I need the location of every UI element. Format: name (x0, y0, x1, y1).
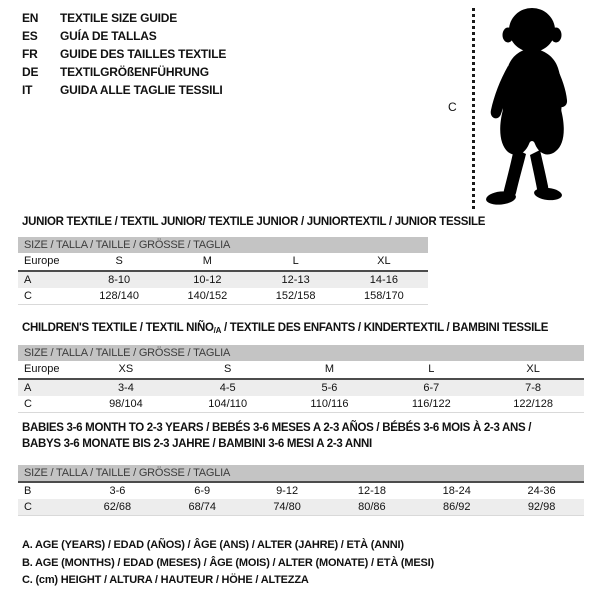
lang-title: GUIDA ALLE TAGLIE TESSILI (60, 83, 223, 97)
children-title-pre: CHILDREN'S TEXTILE / TEXTIL NIÑO (22, 322, 214, 334)
value-cell: 12-18 (357, 485, 386, 497)
table-row-height (18, 499, 584, 515)
value-cell: 92/98 (527, 501, 556, 513)
value-cell: 80/86 (358, 501, 386, 513)
value-cell: 104/110 (208, 398, 248, 410)
value-cell: 110/116 (310, 398, 349, 410)
babies-title-line2: BABYS 3-6 MONATE BIS 2-3 JAHRE / BAMBINI 3-6 MESI A 2-3 ANNI (22, 438, 372, 450)
value-cell: 152/158 (275, 290, 316, 302)
table-row-height (18, 396, 584, 412)
value-cell: 68/74 (188, 501, 216, 513)
row-label: A (24, 274, 32, 286)
height-c-label: C (448, 100, 457, 114)
table-row-height (18, 288, 428, 304)
lang-title: TEXTILE SIZE GUIDE (60, 11, 178, 25)
value-cell: 86/92 (442, 501, 471, 513)
legend-height: C. (cm) HEIGHT / ALTURA / HAUTEUR / HÖHE / ALTEZZA (22, 574, 309, 586)
value-cell: 14-16 (369, 274, 398, 286)
value-cell: 140/152 (187, 290, 228, 302)
baby-silhouette-icon (482, 6, 587, 211)
value-cell: 128/140 (99, 290, 139, 302)
lang-title: GUÍA DE TALLAS (60, 29, 157, 43)
lang-row-de (22, 63, 226, 81)
value-cell: 8-10 (108, 274, 131, 286)
lang-title: GUIDE DES TAILLES TEXTILE (60, 47, 227, 61)
height-measure-dashed-line (472, 8, 475, 210)
value-cell: 6-7 (423, 382, 440, 394)
table-row-age-months (18, 483, 584, 499)
value-cell: 10-12 (193, 274, 222, 286)
value-cell: 7-8 (525, 382, 542, 394)
junior-size-table (18, 237, 428, 305)
table-row-age-years (18, 270, 428, 288)
row-label: C (24, 398, 32, 410)
row-label: A (24, 382, 32, 394)
size-cell: XL (526, 363, 540, 375)
size-cell: XS (118, 363, 134, 375)
value-cell: 12-13 (281, 274, 310, 286)
lang-code: ES (22, 29, 38, 43)
value-cell: 3-4 (117, 382, 134, 394)
row-label: C (24, 501, 32, 513)
value-cell: 5-6 (321, 382, 338, 394)
babies-section-title (22, 420, 531, 452)
lang-code: IT (22, 83, 33, 97)
table-row-europe (18, 253, 428, 270)
size-header-bar: SIZE / TALLA / TAILLE / GRÖSSE / TAGLIA (18, 465, 584, 483)
row-label: Europe (24, 363, 60, 375)
value-cell: 24-36 (527, 485, 556, 497)
size-cell: S (115, 255, 123, 267)
row-label: B (24, 485, 32, 497)
lang-code: DE (22, 65, 39, 79)
table-row-europe (18, 361, 584, 378)
size-cell: L (428, 363, 435, 375)
babies-title-line1: BABIES 3-6 MONTH TO 2-3 YEARS / BEBÉS 3-6 MESES A 2-3 AÑOS / BÉBÉS 3-6 MOIS À 2-3 ANS / (22, 422, 532, 434)
value-cell: 116/122 (411, 398, 451, 410)
legend (22, 537, 434, 590)
size-cell: M (202, 255, 212, 267)
lang-row-en (22, 9, 226, 27)
lang-code: EN (22, 11, 39, 25)
babies-size-table (18, 465, 584, 516)
junior-section-title: JUNIOR TEXTILE / TEXTIL JUNIOR/ TEXTILE JUNIOR / JUNIORTEXTIL / JUNIOR TESSILE (22, 216, 486, 228)
value-cell: 4-5 (219, 382, 236, 394)
value-cell: 122/128 (513, 398, 553, 410)
legend-age-years: A. AGE (YEARS) / EDAD (AÑOS) / ÂGE (ANS) / ALTER (JAHRE) / ETÀ (ANNI) (22, 539, 404, 551)
size-cell: S (224, 363, 232, 375)
children-title-sub: /A (213, 326, 222, 335)
size-cell: XL (377, 255, 391, 267)
lang-row-es (22, 27, 226, 45)
size-cell: M (324, 363, 335, 375)
lang-title: TEXTILGRÖßENFÜHRUNG (60, 65, 209, 79)
row-label: Europe (24, 255, 60, 267)
legend-age-months: B. AGE (MONTHS) / EDAD (MESES) / ÂGE (MOIS) / ALTER (MONATE) / ETÀ (MESI) (22, 556, 434, 569)
value-cell: 18-24 (442, 485, 471, 497)
value-cell: 9-12 (276, 485, 299, 497)
value-cell: 6-9 (194, 485, 211, 497)
size-cell: L (292, 255, 299, 267)
height-figure (444, 6, 600, 216)
lang-row-it (22, 81, 226, 99)
children-title-post: / TEXTILE DES ENFANTS / KINDERTEXTIL / BAMBINI TESSILE (221, 322, 549, 334)
row-label: C (24, 290, 32, 302)
value-cell: 98/104 (109, 398, 143, 410)
table-row-age-years (18, 378, 584, 396)
lang-code: FR (22, 47, 38, 61)
lang-row-fr (22, 45, 226, 63)
children-section-title (22, 320, 548, 339)
size-header-bar: SIZE / TALLA / TAILLE / GRÖSSE / TAGLIA (18, 237, 428, 253)
value-cell: 62/68 (103, 501, 132, 513)
language-list (22, 9, 226, 99)
value-cell: 74/80 (273, 501, 301, 513)
size-header-bar: SIZE / TALLA / TAILLE / GRÖSSE / TAGLIA (18, 345, 584, 361)
value-cell: 3-6 (109, 485, 126, 497)
children-size-table (18, 345, 584, 413)
value-cell: 158/170 (363, 290, 404, 302)
